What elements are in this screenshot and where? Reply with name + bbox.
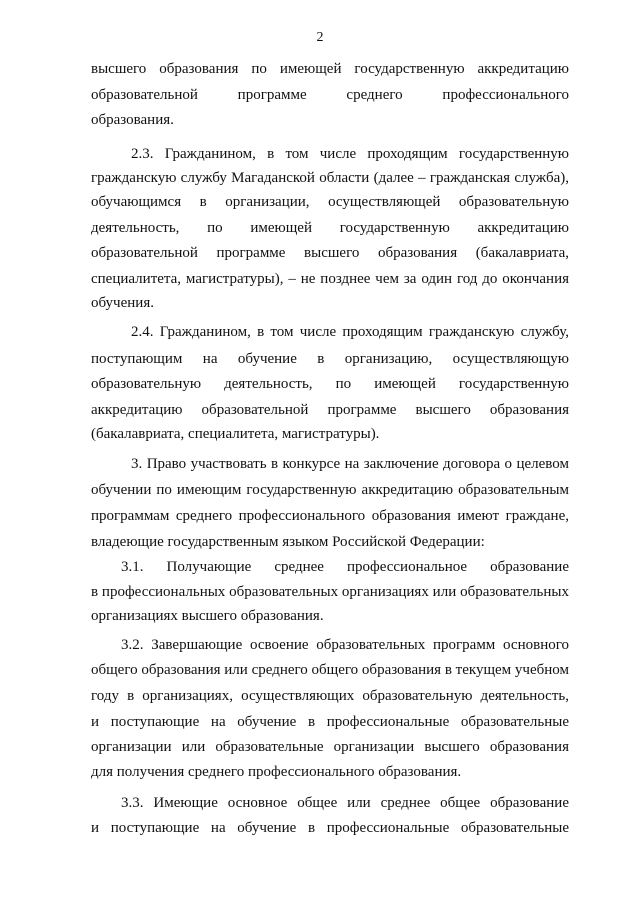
text-line: 2.3. Гражданином, в том числе проходящим государственную xyxy=(131,146,569,162)
text-line: обучающимся в организации, осуществляющей образовательную xyxy=(91,194,569,210)
text-line: обучения. xyxy=(91,295,154,311)
text-line: гражданскую службу Магаданской области (далее – гражданская служба), xyxy=(91,170,569,186)
text-line: программам среднего профессионального образования имеют граждане, xyxy=(91,508,569,524)
text-line: 3.2. Завершающие освоение образовательных программ основного xyxy=(121,637,569,653)
text-line: деятельность, по имеющей государственную аккредитацию xyxy=(91,220,569,236)
text-line: организациях высшего образования. xyxy=(91,608,324,624)
text-line: (бакалавриата, специалитета, магистратуры). xyxy=(91,426,380,442)
text-line: высшего образования по имеющей государственную аккредитацию xyxy=(91,61,569,77)
text-line: образовательную деятельность, по имеющей государственную xyxy=(91,376,569,392)
text-line: общего образования или среднего общего образования в текущем учебном xyxy=(91,662,569,678)
text-line: специалитета, магистратуры), – не позднее чем за один год до окончания xyxy=(91,271,569,287)
text-line: обучении по имеющим государственную аккредитацию образовательным xyxy=(91,482,569,498)
text-line: образовательной программе высшего образования (бакалавриата, xyxy=(91,245,569,261)
text-line: образования. xyxy=(91,112,174,128)
text-line: 3. Право участвовать в конкурсе на заключение договора о целевом xyxy=(131,456,569,472)
text-line: организации или образовательные организации высшего образования xyxy=(91,739,569,755)
page-number: 2 xyxy=(316,30,324,45)
text-line: 3.3. Имеющие основное общее или среднее общее образование xyxy=(121,795,569,811)
text-line: и поступающие на обучение в профессиональные образовательные xyxy=(91,820,569,836)
text-line: году в организациях, осуществляющих образовательную деятельность, xyxy=(91,688,569,704)
text-line: в профессиональных образовательных организациях или образовательных xyxy=(91,584,569,600)
text-line: аккредитацию образовательной программе высшего образования xyxy=(91,402,569,418)
text-line: образовательной программе среднего профессионального xyxy=(91,87,569,103)
text-line: 2.4. Гражданином, в том числе проходящим гражданскую службу, xyxy=(131,324,569,340)
text-line: владеющие государственным языком Российской Федерации: xyxy=(91,534,485,550)
text-line: и поступающие на обучение в профессиональные образовательные xyxy=(91,714,569,730)
text-line: для получения среднего профессионального образования. xyxy=(91,764,462,780)
text-line: поступающим на обучение в организацию, осуществляющую xyxy=(91,351,569,367)
text-line: 3.1. Получающие среднее профессиональное образование xyxy=(121,559,569,575)
